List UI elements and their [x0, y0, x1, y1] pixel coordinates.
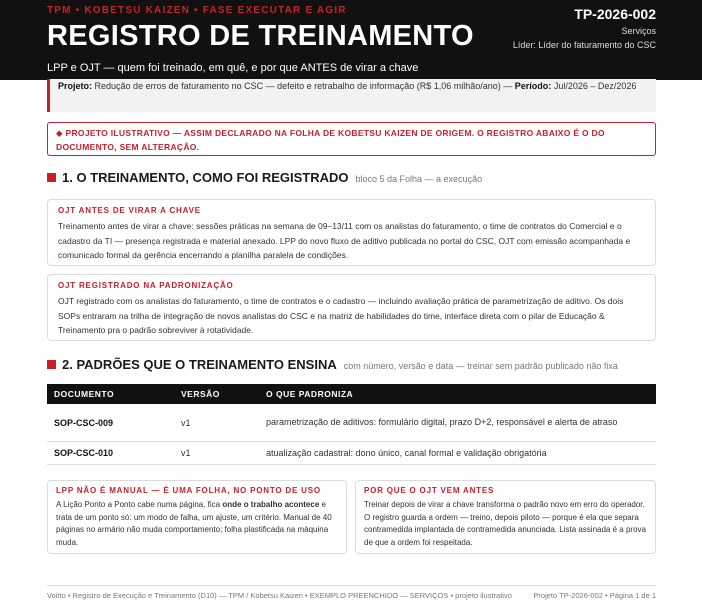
- card-title: LPP NÃO É MANUAL — É UMA FOLHA, NO PONTO DE USO: [56, 486, 321, 495]
- card-text: OJT registrado com os analistas do faturamento, o time de contratos e o cadastro — incluindo avaliação prática de parametrização de aditivo. Os dois SOPs entraram na trilha de integração de novos analistas do CSC e na matriz de habilidades do time, interface direta com o pilar de Educação & Treinamento pra o padrão sobreviver à rotatividade.: [58, 296, 624, 335]
- table-row: [47, 442, 656, 465]
- card-ojt-why: [355, 480, 656, 554]
- doc-description: atualização cadastral: dono único, canal formal e validação obrigatória: [266, 447, 547, 458]
- card-title: POR QUE O OJT VEM ANTES: [364, 486, 495, 495]
- column-header: O QUE PADRONIZA: [266, 388, 354, 399]
- card-text: Treinamento antes de virar a chave: sessões práticas na semana de 09–13/11 com os analistas do faturamento, o time de contratos do Comercial e o cadastro da TI — presença registrada e material anexado. LPP do novo fluxo de aditivo publicada no portal do CSC, OJT com emissão acompanhada e comunicado formal da gerência encerrando a planilha paralela de condições.: [58, 221, 631, 260]
- page-title: REGISTRO DE TREINAMENTO: [47, 20, 474, 52]
- period-label: Período:: [514, 81, 552, 91]
- section-2-heading: [47, 357, 618, 372]
- red-square-icon: [47, 173, 56, 182]
- red-square-icon: [47, 360, 56, 369]
- column-header: DOCUMENTO: [54, 389, 115, 399]
- footer: [47, 585, 656, 600]
- section-1-subtitle: bloco 5 da Folha — a execução: [355, 174, 483, 184]
- sector-label: Serviços: [621, 26, 656, 36]
- project-text: Redução de erros de faturamento no CSC — defeito e retrabalho de informação (R$ 1,06 milhão/ano) —: [94, 81, 513, 91]
- illustrative-warning: ◆ PROJETO ILUSTRATIVO — ASSIM DECLARADO NA FOLHA DE KOBETSU KAIZEN DE ORIGEM. O REGISTRO ABAIXO É O DO DOCUMENTO, SEM ALTERAÇÃO.: [47, 122, 656, 156]
- section-2-subtitle: com número, versão e data — treinar sem padrão publicado não fixa: [343, 361, 618, 371]
- section-1-title: 1. O TREINAMENTO, COMO FOI REGISTRADO: [62, 170, 349, 185]
- card-lpp: [47, 480, 347, 554]
- card-title: OJT REGISTRADO NA PADRONIZAÇÃO: [58, 281, 234, 290]
- header-kicker: TPM • KOBETSU KAIZEN • FASE EXECUTAR E AGIR: [47, 5, 347, 16]
- text-part: A Lição Ponto a Ponto cabe numa página, fica: [56, 500, 221, 509]
- leader-label: Líder: Líder do faturamento do CSC: [512, 40, 656, 50]
- text-emphasis: onde o trabalho acontece: [222, 500, 320, 509]
- footer-left: Voitto • Registro de Execução e Treinamento (D10) — TPM / Kobetsu Kaizen • EXEMPLO PREENCHIDO — SERVIÇOS • projeto ilustrativo: [47, 591, 512, 600]
- project-label: Projeto:: [58, 81, 93, 91]
- table-header: [47, 384, 656, 404]
- card-ojt-before: [47, 199, 656, 266]
- doc-version: v1: [181, 417, 191, 428]
- document-code: TP-2026-002: [574, 6, 656, 22]
- card-text: Treinar depois de virar a chave transforma o padrão novo em erro do operador. O registro guarda a ordem — treino, depois piloto — porque é ela que separa contramedida implantada de contramedida anunciada. Lista assinada é a prova de que a ordem foi respeitada.: [364, 500, 646, 547]
- doc-code: SOP-CSC-010: [54, 448, 114, 458]
- footer-right: Projeto TP-2026-002 • Página 1 de 1: [533, 591, 656, 600]
- card-text: [56, 499, 338, 549]
- doc-code: SOP-CSC-009: [54, 417, 114, 428]
- header-band: [0, 0, 702, 80]
- column-header: VERSÃO: [181, 389, 220, 399]
- section-1-heading: [47, 170, 482, 185]
- doc-version: v1: [181, 448, 191, 458]
- page-subtitle: LPP e OJT — quem foi treinado, em quê, e por que ANTES de virar a chave: [47, 62, 419, 74]
- project-info: [47, 79, 656, 112]
- standards-table: [47, 384, 656, 465]
- table-row: [47, 404, 656, 442]
- card-ojt-standardization: [47, 274, 656, 341]
- card-title: OJT ANTES DE VIRAR A CHAVE: [58, 206, 201, 215]
- period-value: Jul/2026 – Dez/2026: [553, 81, 637, 91]
- section-2-title: 2. PADRÕES QUE O TREINAMENTO ENSINA: [62, 357, 337, 372]
- text-part: e trata de um ponto só: um modo de falha, um ajuste, um critério. Manual de 40 páginas no armário não muda comportamento; folha plastificada na máquina muda.: [56, 500, 332, 547]
- doc-description: parametrização de aditivos: formulário digital, prazo D+2, responsável e alerta de atraso: [266, 417, 618, 427]
